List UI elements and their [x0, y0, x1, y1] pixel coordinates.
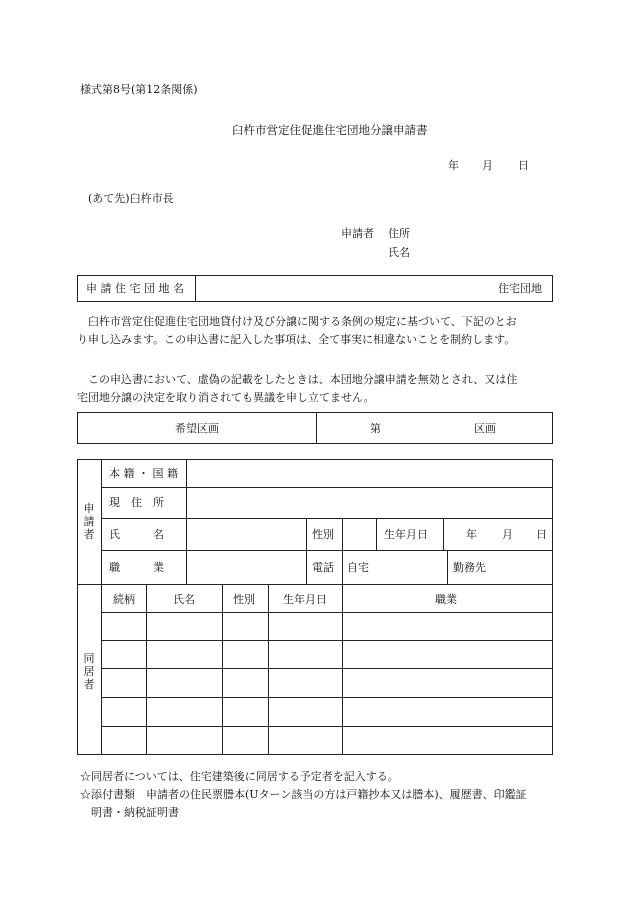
phone-label: 電話	[312, 561, 334, 574]
sex-label: 性別	[312, 528, 334, 541]
applicant-side-label: 申請者	[83, 502, 95, 541]
household-col-relationship: 続柄	[113, 593, 135, 606]
work-phone-label: 勤務先	[453, 561, 486, 574]
site-name-suffix: 住宅団地	[498, 282, 542, 295]
birth-day-label: 日	[536, 528, 547, 541]
applicant-name-label: 氏 名	[109, 528, 164, 541]
intro-paragraph-1-line-1: 臼杵市営定住促進住宅団地貸付け及び分譲に関する条例の規定に基づいて、下記のとお	[88, 315, 517, 328]
desired-plot-label: 希望区画	[175, 422, 219, 435]
honseki-label: 本 籍 ・ 国 籍	[109, 467, 178, 480]
plot-number-prefix: 第	[370, 422, 381, 435]
document-title: 臼杵市営定住促進住宅団地分譲申請書	[232, 123, 428, 137]
birthdate-label: 生年月日	[384, 528, 428, 541]
intro-paragraph-2-line-1: この申込書において、虚偽の記載をしたときは、本団地分譲申請を無効とされ、又は住	[88, 373, 518, 386]
date-year-label: 年	[448, 159, 459, 172]
home-phone-label: 自宅	[347, 561, 369, 574]
household-col-occupation: 職業	[435, 593, 457, 606]
name-label: 氏名	[388, 246, 410, 259]
household-col-sex: 性別	[233, 593, 255, 606]
note-attachments-line-1: ☆添付書類 申請者の住民票謄本(Uターン該当の方は戸籍抄本又は謄本)、履歴書、印鑑証	[80, 788, 527, 801]
birth-year-label: 年	[466, 528, 477, 541]
applicant-label: 申請者	[341, 227, 374, 240]
intro-paragraph-1-line-2: り申し込みます。この申込書に記入した事項は、全て事実に相違ないことを制約します。	[77, 333, 516, 346]
plot-number-suffix: 区画	[474, 422, 496, 435]
address-label: 住所	[388, 227, 410, 240]
form-number: 様式第8号(第12条関係)	[80, 83, 198, 96]
date-month-label: 月	[482, 159, 493, 172]
addressee: (あて先)臼杵市長	[88, 192, 174, 205]
household-side-label: 同居者	[83, 652, 95, 691]
household-col-birthdate: 生年月日	[283, 593, 327, 606]
date-day-label: 日	[518, 159, 529, 172]
household-col-name: 氏名	[173, 593, 195, 606]
birth-month-label: 月	[502, 528, 513, 541]
intro-paragraph-2-line-2: 宅団地分譲の決定を取り消されても異議を申し立てません。	[77, 391, 375, 404]
note-household: ☆同居者については、住宅建築後に同居する予定者を記入する。	[80, 770, 399, 783]
occupation-label: 職 業	[109, 561, 164, 574]
note-attachments-line-2: 明書・納税証明書	[91, 806, 179, 819]
current-address-label: 現 住 所	[109, 496, 164, 509]
site-name-label: 申 請 住 宅 団 地 名	[86, 282, 184, 295]
